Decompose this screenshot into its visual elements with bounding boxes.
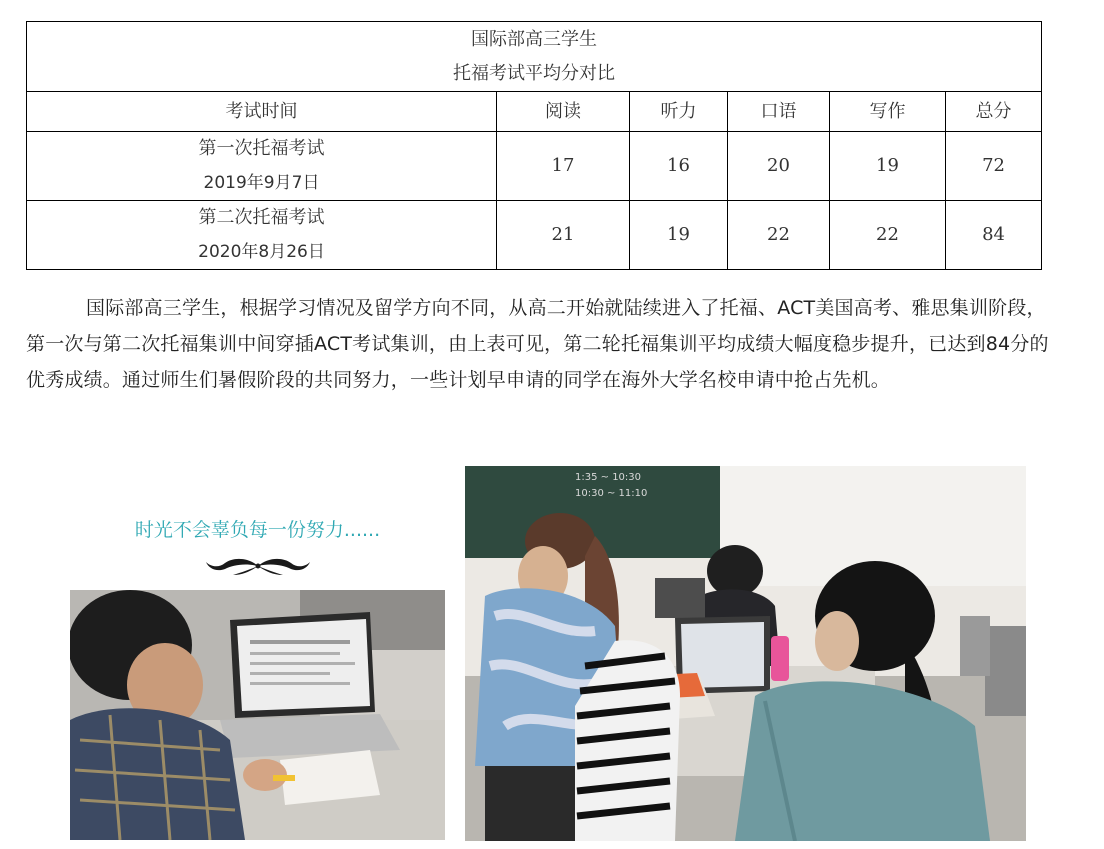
listening-score: 16	[630, 132, 728, 201]
table-title-line1: 国际部高三学生	[471, 28, 598, 50]
body-paragraph: 国际部高三学生，根据学习情况及留学方向不同，从高二开始就陆续进入了托福、ACT美国高考、雅思集训阶段，第一次与第二次托福集训中间穿插ACT考试集训，由上表可见，第二轮托福集训平均成绩大幅度稳步提升，已达到84分的优秀成绩。通过师生们暑假阶段的共同努力，一些计划早申请的同学在海外大学名校申请中抢占先机。	[26, 297, 1049, 391]
listening-score: 19	[630, 201, 728, 270]
speaking-score: 20	[728, 132, 830, 201]
exam-cell	[27, 132, 497, 201]
score-table	[26, 21, 1042, 270]
exam-date: 2019年9月7日	[203, 173, 320, 193]
slogan-text: 时光不会辜负每一份努力......	[134, 519, 381, 541]
header-writing: 写作	[830, 92, 946, 132]
total-score: 84	[946, 201, 1042, 270]
writing-score: 22	[830, 201, 946, 270]
header-exam-time: 考试时间	[27, 92, 497, 132]
exam-name: 第一次托福考试	[198, 138, 325, 159]
chalk-text-line1: 1:35 ~ 10:30	[575, 472, 642, 483]
chalk-text-line2: 10:30 ~ 11:10	[575, 488, 648, 499]
table-row	[27, 201, 1042, 270]
reading-score: 21	[497, 201, 630, 270]
student-laptop-illustration	[70, 590, 445, 840]
classroom-photo	[465, 466, 1026, 841]
reading-score: 17	[497, 132, 630, 201]
writing-score: 19	[830, 132, 946, 201]
ornament-divider-icon	[203, 553, 313, 579]
table-title-line2: 托福考试平均分对比	[453, 62, 616, 84]
speaking-score: 22	[728, 201, 830, 270]
exam-date: 2020年8月26日	[198, 242, 325, 262]
header-speaking: 口语	[728, 92, 830, 132]
header-reading: 阅读	[497, 92, 630, 132]
header-listening: 听力	[630, 92, 728, 132]
total-score: 72	[946, 132, 1042, 201]
table-header-row	[27, 92, 1042, 132]
student-laptop-photo	[70, 590, 445, 840]
table-title-row	[27, 22, 1042, 92]
table-title	[27, 22, 1042, 92]
header-total: 总分	[946, 92, 1042, 132]
table-row	[27, 132, 1042, 201]
classroom-illustration	[465, 466, 1026, 841]
exam-name: 第二次托福考试	[198, 207, 325, 228]
exam-cell	[27, 201, 497, 270]
